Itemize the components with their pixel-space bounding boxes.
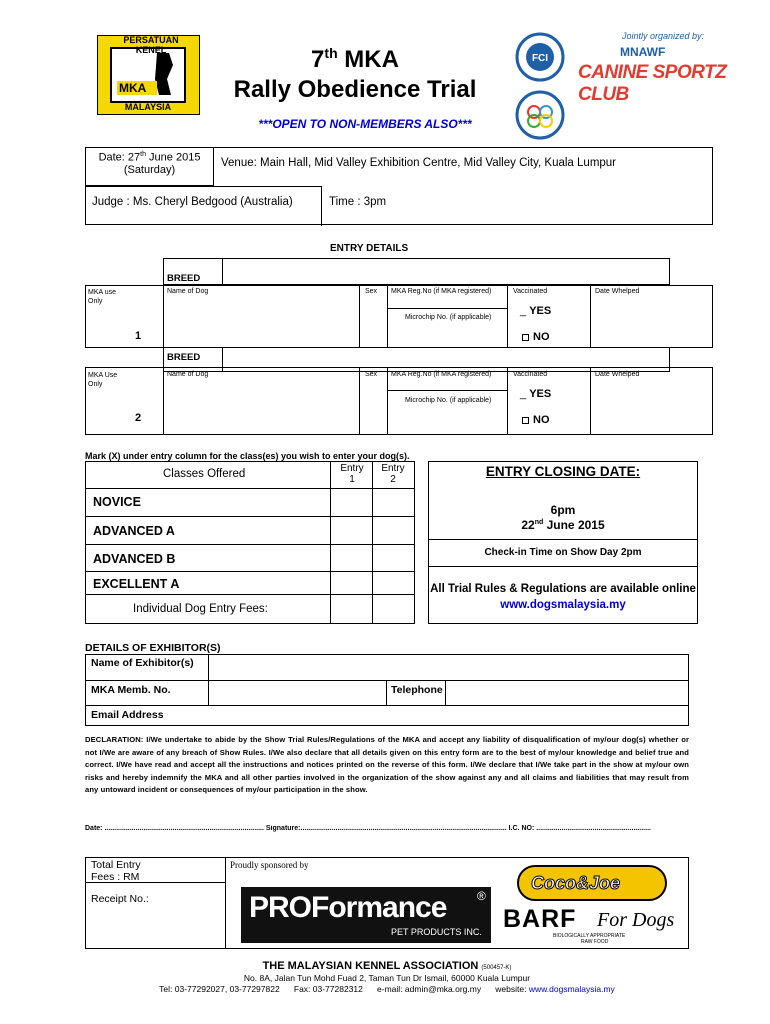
jointly-label: Jointly organized by: [622,31,705,41]
ic-field[interactable]: I.C. NO: ........................................................... [508,825,651,832]
vaccinated-no[interactable]: NO [522,414,550,426]
mka-logo-top-text: PERSATUAN KENEL [123,35,179,55]
fees-label: Individual Dog Entry Fees: [133,603,268,615]
rally-logo [515,90,565,140]
vaccinated-yes[interactable]: _ YES [520,305,552,317]
closing-time: 6pm [550,503,576,517]
org-fax: Fax: 03-77282312 [293,984,363,994]
checkbox-icon [522,334,529,341]
closing-heading: ENTRY CLOSING DATE: [485,464,641,479]
signature-field[interactable]: Signature:.......................................................................................................... [265,825,507,832]
dog-entry-2 [85,347,713,435]
class-excellent-a[interactable]: EXCELLENT A [93,577,180,591]
date-day: (Saturday) [123,163,176,176]
entry-1-header: Entry 1 [340,463,364,485]
sex-label: Sex [365,371,378,378]
reg-no-label: MKA Reg.No (if MKA registered) [391,371,492,378]
open-note: ***OPEN TO NON-MEMBERS ALSO*** [258,117,472,131]
entry-2-header: Entry 2 [381,463,405,485]
whelped-label: Date Whelped [595,288,640,295]
fees-box [85,857,689,949]
org-email[interactable]: e-mail: admin@mka.org.my [377,984,482,994]
vaccinated-yes[interactable]: _ YES [520,388,552,400]
classes-table [85,461,415,624]
mka-logo-bottom-text: MALAYSIA [124,102,172,112]
org-website-link[interactable]: www.dogsmalaysia.my [528,984,615,994]
reg-no-label: MKA Reg.No (if MKA registered) [391,288,492,295]
page-title: 7th MKA Rally Obedience Trial [233,45,477,103]
for-dogs-text: For Dogs [597,909,675,931]
classes-instruction: Mark (X) under entry column for the class(es) you wish to enter your dog(s). [85,451,410,461]
mka-logo [97,35,200,115]
exhibitor-name-label: Name of Exhibitor(s) [91,657,194,669]
org-reg: (500457-K) [481,965,512,971]
class-advanced-a[interactable]: ADVANCED A [93,524,175,538]
venue: Venue: Main Hall, Mid Valley Exhibition Centre, Mid Valley City, Kuala Lumpur [221,157,617,169]
org-name: THE MALAYSIAN KENNEL ASSOCIATION [262,960,479,972]
proformance-logo: PROFormance ® PET PRODUCTS INC. [241,887,491,943]
checkin-time: Check-in Time on Show Day 2pm [484,547,642,558]
dog-number: 2 [135,412,142,424]
memb-no-label: MKA Memb. No. [91,684,171,696]
date-cell: Date: 27th June 2015 (Saturday) [86,148,214,186]
classes-header: Classes Offered [163,468,246,480]
coco-joe-logo: Coco&Joe [517,865,667,901]
name-of-dog-label: Name of Dog [167,288,209,295]
breed-label: BREED [167,352,201,363]
event-table [85,147,713,225]
microchip-label: Microchip No. (if applicable) [405,314,492,321]
total-fees-label: Total Entry Fees : RM [91,859,141,883]
rules-link[interactable]: www.dogsmalaysia.my [500,599,626,611]
dog-number: 1 [135,330,142,342]
name-of-dog-label: Name of Dog [167,371,209,378]
date-line[interactable]: Date: .................................................................................. [85,825,264,832]
telephone-label: Telephone [391,684,443,696]
sex-label: Sex [365,288,378,295]
rules-note: All Trial Rules & Regulations are available online [430,583,696,595]
fci-text: FCI [531,53,549,64]
declaration: DECLARATION: I/We undertake to abide by the Show Trial Rules/Regulations of the MKA and accept any liability of disqualification of my/our dog(s) whether or not I/We are aware of any breach of Show Rules. I/We also declare that all details given on this entry form are to the best of my/our knowledge and belief true and correct. I/We have read and accept all the instructions and notices printed on the reverse of this form. I/We declare that I/We take part in the show at my/our own risks and hereby indemnify the MKA and all other parties involved in the organization of the show against any and all claims and liabilities that may result from any untoward incident or consequences of my/our participation in the show. [85,735,689,794]
class-novice[interactable]: NOVICE [93,495,141,509]
closing-date: 22nd June 2015 [521,518,605,532]
time: Time : 3pm [329,196,387,208]
closing-box [428,461,698,624]
vaccinated-no[interactable]: NO [522,331,550,343]
receipt-label: Receipt No.: [91,893,149,905]
breed-label: BREED [167,273,201,284]
mka-use-label: MKA Use Only [88,372,118,388]
vaccinated-label: Vaccinated [513,371,548,378]
checkbox-icon [522,417,529,424]
org-address: No. 8A, Jalan Tun Mohd Fuad 2, Taman Tun Dr Ismail, 60000 Kuala Lumpur [243,973,531,983]
whelped-label: Date Whelped [595,371,640,378]
entry-heading: ENTRY DETAILS [330,243,409,254]
vaccinated-label: Vaccinated [513,288,548,295]
sponsored-label: Proudly sponsored by [230,860,309,870]
date-text: Date: 27 [98,151,141,164]
class-advanced-b[interactable]: ADVANCED B [93,552,176,566]
mka-use-label: MKA use Only [88,289,117,305]
email-label: Email Address [91,709,164,721]
dog-entry-1 [85,258,713,348]
exhibitor-heading: DETAILS OF EXHIBITOR(S) [85,642,221,654]
mka-logo-center-text: MKA [119,81,147,95]
org-tel: Tel: 03-77292027, 03-77297822 [159,984,280,994]
barf-sub2: RAW FOOD [581,939,609,945]
org-footer: THE MALAYSIAN KENNEL ASSOCIATION (500457-K) No. 8A, Jalan Tun Mohd Fuad 2, Taman Tun Dr Ismail, 60000 Kuala Lumpur Tel: 03-77292027, 03-77297822 Fax: 03-77282312 e-mail: admin@mka.org.my website: www.dogsmalaysia.my [85,960,689,994]
microchip-label: Microchip No. (if applicable) [405,397,492,404]
barf-logo: BARF [503,905,577,933]
canine-sportz-logo: CANINE SPORTZ CLUB [578,62,727,105]
exhibitor-table [85,654,689,726]
barf-sub1: BIOLOGICALLY APPROPRIATE [553,933,626,939]
signature-line [85,825,689,832]
judge: Judge : Ms. Cheryl Bedgood (Australia) [92,196,293,208]
fci-logo [515,32,565,82]
mnawf-label: MNAWF [620,45,666,59]
